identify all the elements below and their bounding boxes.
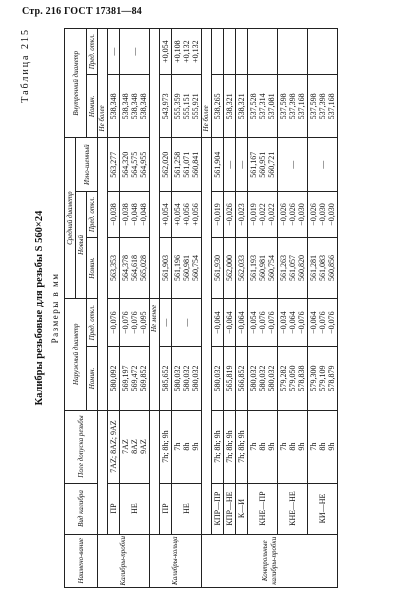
cell-outer-dev: −0,076 xyxy=(108,298,120,347)
cell-tol: 7h; 8h; 9h xyxy=(212,410,224,483)
cell-outer-dev: −0,064 xyxy=(224,298,236,347)
col-inner-dev: Пред. откл. xyxy=(87,29,98,75)
cell-inner-dev: +0,108 +0,132 +0,132 xyxy=(172,29,202,75)
cell-inner-dev: +0,054 xyxy=(160,29,172,75)
cell-mid-dev: −0,019 xyxy=(212,191,224,237)
units-label: Размеры в мм xyxy=(50,272,60,344)
cell-type: К—И xyxy=(236,483,248,534)
col-name: Наимено-вание xyxy=(65,534,98,587)
cell-outer-dev: — xyxy=(172,298,202,347)
cell-outer-nom: 579,282 579,050 578,838 xyxy=(278,347,308,410)
cell-inner-dev xyxy=(248,29,278,75)
col-worn: Изно-шенный xyxy=(76,138,98,191)
col-new: Новый xyxy=(76,191,87,298)
cell-outer-nom: 580,032 xyxy=(212,347,224,410)
col-outer: Наружный диаметр xyxy=(65,298,87,410)
cell-inner-nom: 537,528 537,314 537,081 xyxy=(248,75,278,138)
cell-inner-dev: — xyxy=(120,29,150,75)
table-row xyxy=(224,29,236,588)
cell-tol: 7h 8h 9h xyxy=(172,410,202,483)
cell-type: КНЕ—ПР xyxy=(248,483,278,534)
cell-outer-dev: — xyxy=(160,298,172,347)
cell-inner-nom: 537,598 537,398 537,168 xyxy=(308,75,338,138)
cell-type: КИ—НЕ xyxy=(308,483,338,534)
cell-mid-dev: +0,054 xyxy=(160,191,172,237)
cell-inner-nom: 537,598 537,398 537,168 xyxy=(278,75,308,138)
cell-mid-dev: −0,019 −0,022 −0,022 xyxy=(248,191,278,237)
table-row xyxy=(278,29,308,588)
cell-tol: 7h; 8h; 9h xyxy=(224,410,236,483)
cell-mid-nom: 561,281 561,083 560,856 xyxy=(308,238,338,299)
cell-inner-nom: 538,265 xyxy=(212,75,224,138)
table-row xyxy=(248,29,278,588)
cell-inner-dev xyxy=(236,29,248,75)
cell-tol: 7AZ 8AZ 9AZ xyxy=(120,410,150,483)
cell-mid-dev: −0,038 −0,048 −0,048 xyxy=(120,191,150,237)
table-row xyxy=(236,29,248,588)
cell-inner-dev xyxy=(224,29,236,75)
group-plugs: Калибры-пробки xyxy=(98,534,150,587)
not-more-label-2: Не более xyxy=(202,29,212,138)
cell-tol: 7h; 8h; 9h xyxy=(236,410,248,483)
gauge-table xyxy=(64,28,338,588)
cell-outer-dev: −0,064 xyxy=(212,298,224,347)
cell-outer-dev: −0,076 −0,076 −0,095 xyxy=(120,298,150,347)
cell-type: НЕ xyxy=(172,483,202,534)
cell-outer-dev: −0,064 −0,076 −0,076 xyxy=(308,298,338,347)
cell-mid-worn: 562,020 xyxy=(160,138,172,191)
cell-mid-nom: 561,263 561,057 560,820 xyxy=(278,238,308,299)
cell-outer-nom: 566,852 xyxy=(236,347,248,410)
cell-inner-nom: 538,348 xyxy=(108,75,120,138)
table-row xyxy=(108,29,120,588)
cell-outer-nom: 579,300 579,109 578,879 xyxy=(308,347,338,410)
cell-mid-dev: −0,026 xyxy=(224,191,236,237)
col-mid: Средний диаметр xyxy=(65,138,76,298)
cell-mid-nom: 561,903 xyxy=(160,238,172,299)
group-rings: Калибры-кольца xyxy=(150,534,202,587)
cell-mid-worn: 563,277 xyxy=(108,138,120,191)
cell-mid-worn: 564,320 564,575 564,955 xyxy=(120,138,150,191)
col-mid-nom: Номин. xyxy=(87,238,98,299)
table-row xyxy=(120,29,150,588)
cell-mid-dev: −0,038 xyxy=(108,191,120,237)
page-header: Стр. 216 ГОСТ 17381—84 xyxy=(22,6,142,17)
col-outer-nom: Номин. xyxy=(87,347,98,410)
cell-type: ПР xyxy=(108,483,120,534)
col-outer-dev: Пред. откл. xyxy=(87,298,98,347)
table-row xyxy=(308,29,338,588)
rotated-table-block xyxy=(20,28,400,588)
col-type: Вид калибра xyxy=(65,483,98,534)
cell-tol: 7AZ; 8AZ; 9AZ xyxy=(108,410,120,483)
cell-mid-nom: 564,378 564,618 565,028 xyxy=(120,238,150,299)
cell-mid-dev: −0,026 −0,026 −0,030 xyxy=(278,191,308,237)
group-control: Контрольные калибры-пробки xyxy=(202,534,338,587)
cell-mid-worn: 561,167 560,951 560,721 xyxy=(248,138,278,191)
cell-mid-worn: 561,258 561,071 560,841 xyxy=(172,138,202,191)
cell-mid-dev: +0,054 +0,056 +0,056 xyxy=(172,191,202,237)
cell-inner-nom: 555,359 555,151 555,921 xyxy=(172,75,202,138)
cell-mid-nom: 562,000 xyxy=(224,238,236,299)
cell-mid-dev: −0,026 −0,030 −0,030 xyxy=(308,191,338,237)
cell-mid-nom: 561,196 560,981 560,754 xyxy=(172,238,202,299)
cell-type: КПР—ПР xyxy=(212,483,224,534)
cell-inner-nom: 538,321 xyxy=(224,75,236,138)
cell-type: ПР xyxy=(160,483,172,534)
table-number: Таблица 215 xyxy=(20,28,31,103)
cell-inner-dev xyxy=(212,29,224,75)
table-caption: Калибры резьбовые для резьбы S 560×24 xyxy=(34,210,45,406)
cell-mid-nom: 561,193 560,981 560,754 xyxy=(248,238,278,299)
cell-inner-dev xyxy=(278,29,308,75)
cell-mid-worn: — xyxy=(278,138,308,191)
cell-outer-nom: 580,032 580,032 580,032 xyxy=(248,347,278,410)
cell-outer-dev: −0,064 xyxy=(236,298,248,347)
cell-mid-worn: — xyxy=(224,138,236,191)
cell-inner-nom: 543,973 xyxy=(160,75,172,138)
col-tol: Поле допуска резьбы xyxy=(65,410,98,483)
cell-outer-nom: 565,819 xyxy=(224,347,236,410)
cell-type: КПР—НЕ xyxy=(224,483,236,534)
cell-mid-dev: −0,023 xyxy=(236,191,248,237)
cell-mid-worn: — xyxy=(308,138,338,191)
table-row xyxy=(172,29,202,588)
not-less-label: Не менее xyxy=(150,298,160,410)
cell-outer-dev: −0,054 −0,076 −0,076 xyxy=(248,298,278,347)
col-inner-nom: Номин. xyxy=(87,75,98,138)
cell-mid-nom: 561,930 xyxy=(212,238,224,299)
cell-type: НЕ xyxy=(120,483,150,534)
cell-outer-nom: 580,092 xyxy=(108,347,120,410)
cell-mid-worn: 561,904 xyxy=(212,138,224,191)
cell-inner-dev xyxy=(308,29,338,75)
table-row xyxy=(212,29,224,588)
cell-tol: 7h 8h 9h xyxy=(248,410,278,483)
col-mid-dev: Пред. откл. xyxy=(87,191,98,237)
cell-inner-dev: — xyxy=(108,29,120,75)
cell-tol: 7h 8h 9h xyxy=(278,410,308,483)
cell-mid-nom: 562,033 xyxy=(236,238,248,299)
table-row xyxy=(160,29,172,588)
cell-tol: 7h 8h 9h xyxy=(308,410,338,483)
cell-type: КНЕ—НЕ xyxy=(278,483,308,534)
cell-outer-nom: 569,197 569,472 569,852 xyxy=(120,347,150,410)
col-inner: Внутренний диаметр xyxy=(65,29,87,138)
cell-outer-dev: −0,034 −0,064 −0,076 xyxy=(278,298,308,347)
cell-outer-nom: 585,652 xyxy=(160,347,172,410)
cell-outer-nom: 580,032 580,032 580,032 xyxy=(172,347,202,410)
cell-mid-nom: 563,353 xyxy=(108,238,120,299)
cell-inner-nom: 538,321 xyxy=(236,75,248,138)
cell-tol: 7h; 8h; 9h xyxy=(160,410,172,483)
not-more-label: Не более xyxy=(98,29,108,138)
cell-inner-nom: 538,348 538,348 538,348 xyxy=(120,75,150,138)
cell-mid-worn: — xyxy=(236,138,248,191)
